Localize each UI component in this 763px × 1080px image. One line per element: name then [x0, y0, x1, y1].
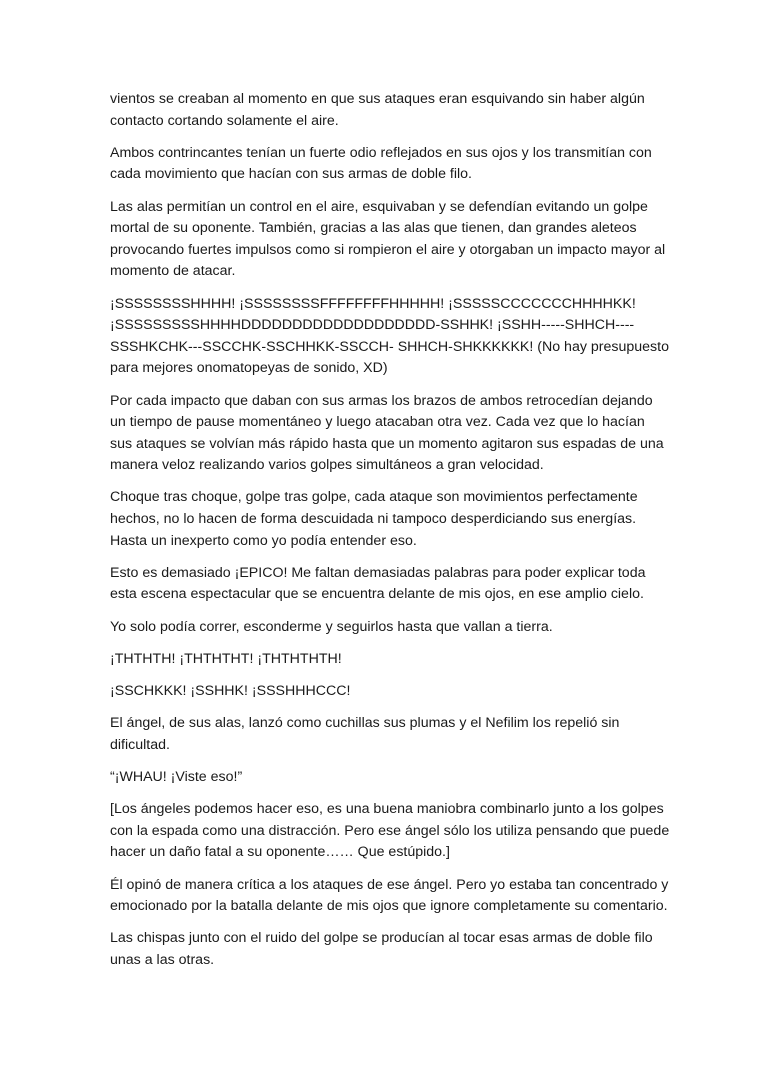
- document-page: [110, 89, 670, 982]
- paragraph-1: vientos se creaban al momento en que sus ataques eran esquivando sin haber algún contacto cortando solamente el aire.: [110, 91, 645, 129]
- paragraph-8: Yo solo podía correr, esconderme y seguirlos hasta que vallan a tierra.: [110, 618, 553, 635]
- paragraph-14: Él opinó de manera crítica a los ataques de ese ángel. Pero yo estaba tan concentrado y emocionado por la batalla delante de mis ojos que ignore completamente su comentario.: [110, 876, 669, 915]
- paragraph-4: ¡SSSSSSSSHHHH! ¡SSSSSSSSFFFFFFFFHHHHH! ¡SSSSSCCCCCCCHHHHKK! ¡SSSSSSSSSHHHHDDDDDDDDDDDDDDDDDDD-SSHHK! ¡SSHH-----SHHCH----SSSHKCHK---SSCCHK-SSCHHKK-SSCCH- SHHCH-SHKKKKKK! (No hay presupuesto para mejores onomatopeyas de sonido, XD): [110, 295, 669, 377]
- paragraph-9: ¡THTHTH! ¡THTHTHT! ¡THTHTHTH!: [110, 650, 342, 667]
- paragraph-15: Las chispas junto con el ruido del golpe se producían al tocar esas armas de doble filo unas a las otras.: [110, 930, 653, 968]
- paragraph-12: “¡WHAU! ¡Viste eso!”: [110, 768, 243, 785]
- paragraph-10: ¡SSCHKKK! ¡SSHHK! ¡SSSHHHCCC!: [110, 683, 351, 699]
- paragraph-2: Ambos contrincantes tenían un fuerte odio reflejados en sus ojos y los transmitían con cada movimiento que hacían con sus armas de doble filo.: [110, 144, 652, 183]
- paragraph-7: Esto es demasiado ¡EPICO! Me faltan demasiadas palabras para poder explicar toda esta escena espectacular que se encuentra delante de mis ojos, en ese amplio cielo.: [110, 564, 646, 603]
- paragraph-5: Por cada impacto que daban con sus armas los brazos de ambos retrocedían dejando un tiempo de pause momentáneo y luego atacaban otra vez. Cada vez que lo hacían sus ataques se volvían más rápido hasta que un momento agitaron sus espadas de una manera veloz realizando varios golpes simultáneos a gran velocidad.: [110, 392, 664, 474]
- paragraph-11: El ángel, de sus alas, lanzó como cuchillas sus plumas y el Nefilim los repelió sin dificultad.: [110, 715, 620, 753]
- paragraph-3: Las alas permitían un control en el aire, esquivaban y se defendían evitando un golpe mortal de su oponente. También, gracias a las alas que tienen, dan grandes aleteos provocando fuertes impulsos como si rompieron el aire y otorgaban un impacto mayor al momento de atacar.: [110, 198, 666, 280]
- paragraph-6: Choque tras choque, golpe tras golpe, cada ataque son movimientos perfectamente hechos, no lo hacen de forma descuidada ni tampoco desperdiciando sus energías. Hasta un inexperto como yo podía entender eso.: [110, 489, 638, 549]
- paragraph-13: [Los ángeles podemos hacer eso, es una buena maniobra combinarlo junto a los golpes con la espada como una distracción. Pero ese ángel sólo los utiliza pensando que puede hacer un daño fatal a su oponente…… Que estúpido.]: [110, 801, 670, 861]
